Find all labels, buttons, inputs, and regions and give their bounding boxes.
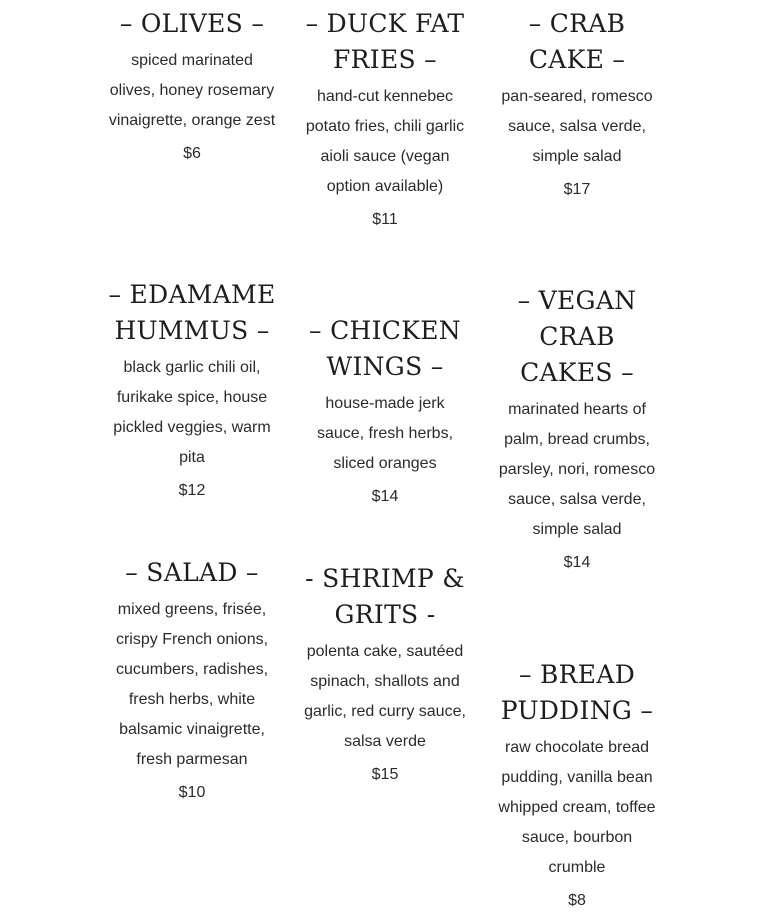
menu-item-title: – CRAB CAKE – <box>528 9 626 74</box>
menu-item-title: – DUCK FAT FRIES – <box>305 9 465 74</box>
menu-item-price: $11 <box>372 211 398 228</box>
menu-item-title: – VEGAN CRAB CAKES – <box>517 286 637 387</box>
menu-item-description: marinated hearts of palm, bread crumbs, parsley, nori, romesco sauce, salsa verde, simple salad <box>498 401 656 538</box>
menu-item-crab-cake <box>489 6 665 202</box>
menu-item-duck-fat-fries <box>297 6 473 232</box>
menu-item-description: pan-seared, romesco sauce, salsa verde, simple salad <box>501 88 653 165</box>
menu-item-title: – SALAD – <box>125 558 259 587</box>
menu-item-olives <box>104 6 280 166</box>
menu-item-price: $14 <box>563 554 591 571</box>
menu-item-chicken-wings <box>297 313 473 509</box>
menu-item-description: house-made jerk sauce, fresh herbs, sliced oranges <box>316 395 454 472</box>
menu-item-price: $15 <box>371 766 399 783</box>
menu-item-price: $8 <box>568 892 586 909</box>
menu-item-shrimp-and-grits <box>297 561 473 787</box>
menu-item-bread-pudding <box>489 657 665 913</box>
menu-item-description: polenta cake, sautéed spinach, shallots and garlic, red curry sauce, salsa verde <box>304 643 466 750</box>
menu-item-salad <box>104 555 280 805</box>
menu-item-title: – CHICKEN WINGS – <box>309 316 461 381</box>
menu-item-title: – EDAMAME HUMMUS – <box>108 280 276 345</box>
menu-item-description: hand-cut kennebec potato fries, chili garlic aioli sauce (vegan option available) <box>305 88 465 195</box>
menu-item-price: $17 <box>563 181 591 198</box>
menu-item-title: - SHRIMP & GRITS - <box>305 564 465 629</box>
menu-item-edamame-hummus <box>104 277 280 503</box>
menu-item-title: – OLIVES – <box>119 9 265 38</box>
menu-item-description: mixed greens, frisée, crispy French onions, cucumbers, radishes, fresh herbs, white balsamic vinaigrette, fresh parmesan <box>115 601 269 768</box>
menu-item-description: spiced marinated olives, honey rosemary vinaigrette, orange zest <box>108 52 276 129</box>
menu-item-title: – BREAD PUDDING – <box>500 660 654 725</box>
menu-item-price: $10 <box>178 784 206 801</box>
menu-item-vegan-crab-cakes <box>489 283 665 575</box>
menu-item-description: raw chocolate bread pudding, vanilla bean whipped cream, toffee sauce, bourbon crumble <box>498 739 656 876</box>
menu-item-price: $12 <box>178 482 206 499</box>
menu-item-description: black garlic chili oil, furikake spice, house pickled veggies, warm pita <box>113 359 271 466</box>
menu-item-price: $14 <box>371 488 399 505</box>
menu-item-price: $6 <box>183 145 201 162</box>
